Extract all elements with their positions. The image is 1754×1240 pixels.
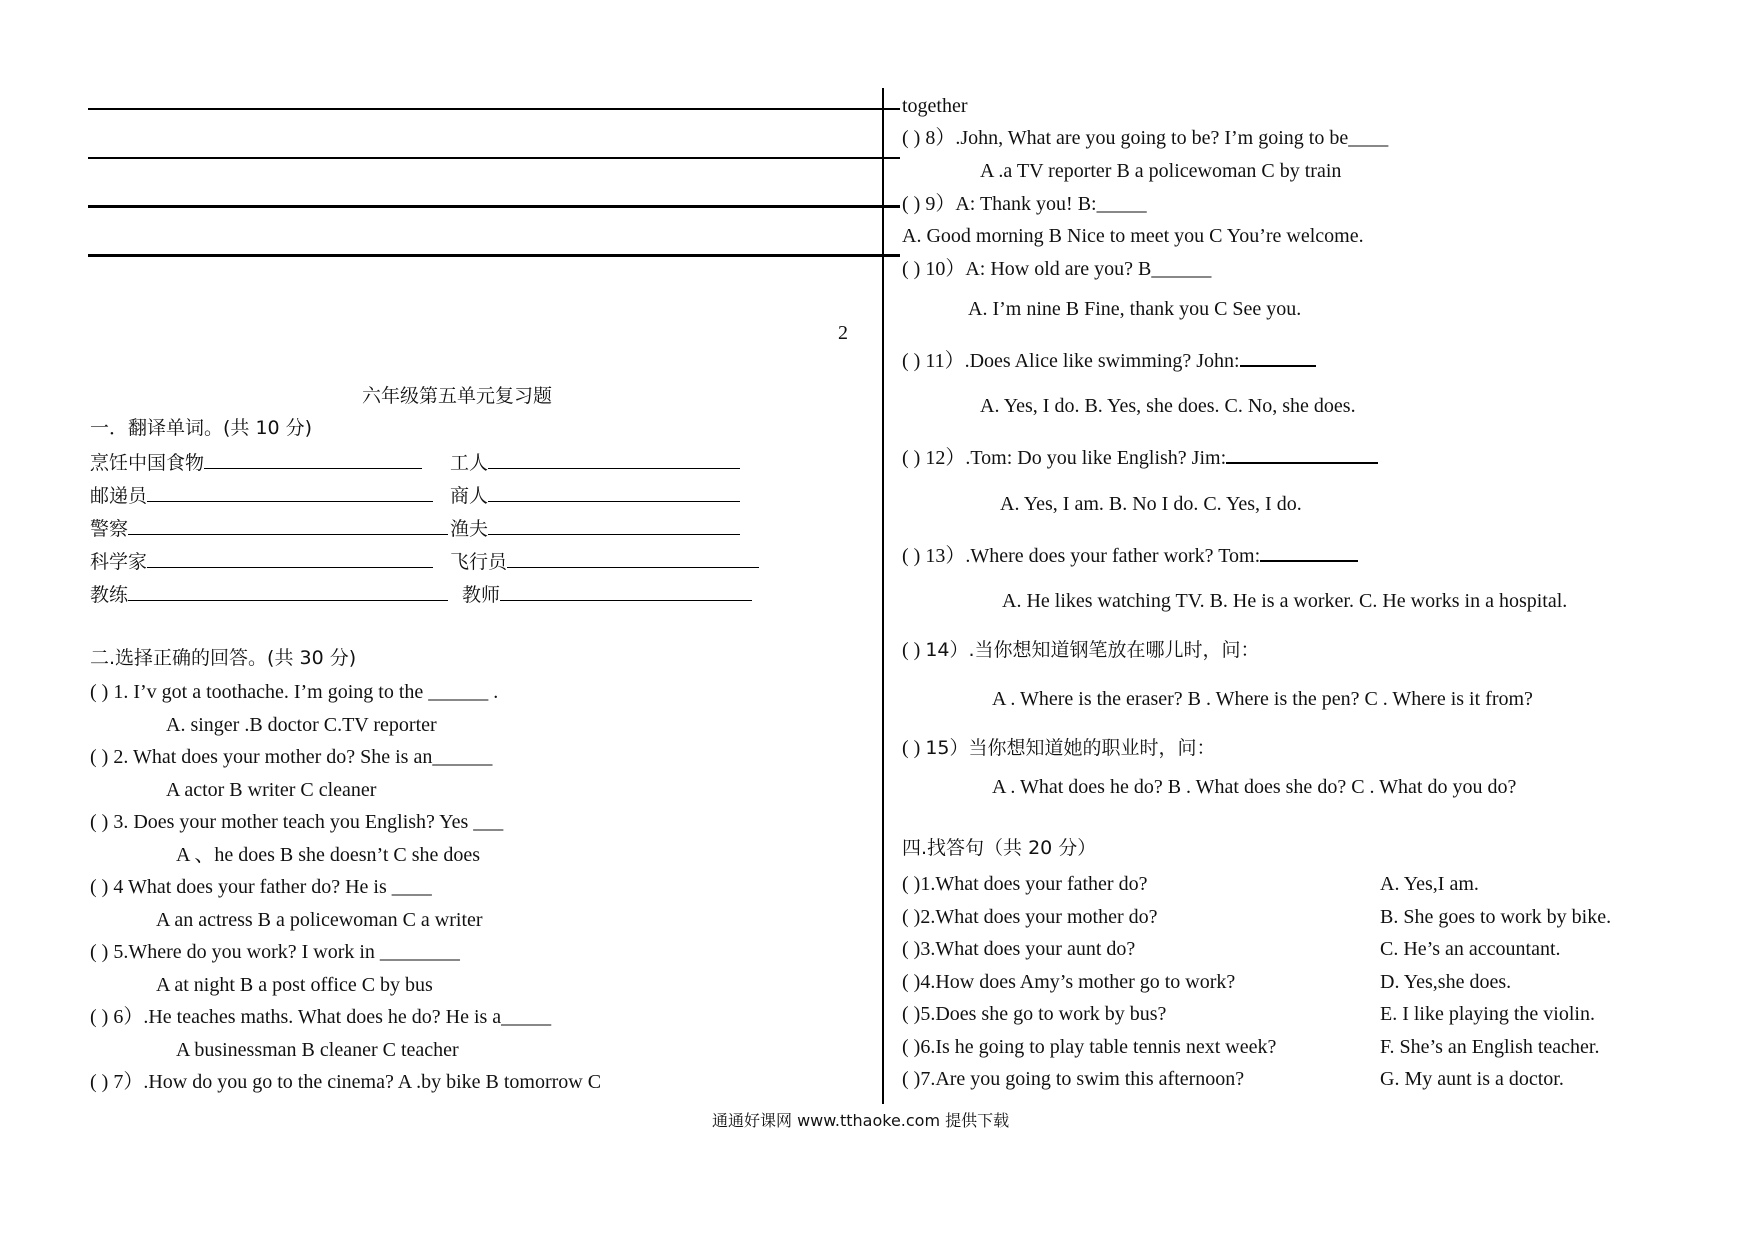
question-row [90, 941, 460, 964]
question-row [902, 193, 1147, 216]
answer-paren[interactable]: ( ) [902, 350, 921, 372]
answer-blank[interactable] [1260, 542, 1358, 562]
word-row [90, 549, 433, 574]
answer-paren[interactable]: ( ) [90, 876, 109, 898]
question-text: 14）.当你想知道钢笔放在哪儿时，问： [925, 639, 1260, 661]
word-label: 邮递员 [90, 485, 148, 507]
options-row: A. singer .B doctor C.TV reporter [166, 714, 437, 736]
question-text: 15）当你想知道她的职业时，问： [925, 737, 1216, 759]
answer-blank[interactable] [147, 549, 433, 568]
page-number: 2 [838, 322, 848, 344]
word-row [90, 582, 448, 607]
options-row: A. Good morning B Nice to meet you C You’re welcome. [902, 225, 1364, 247]
answer-line-1 [88, 108, 900, 110]
word-label: 商人 [450, 485, 489, 507]
question-text: 8）.John, What are you going to be? I’m going to be____ [925, 127, 1389, 149]
answer-paren[interactable]: ( ) [90, 681, 109, 703]
match-question: ( )3.What does your aunt do? [902, 938, 1136, 960]
question-text: 13）.Where does your father work? Tom: [925, 545, 1261, 567]
column-divider [882, 88, 884, 1104]
answer-blank[interactable] [1240, 347, 1316, 367]
options-row: A businessman B cleaner C teacher [176, 1039, 459, 1061]
match-answer: E. I like playing the violin. [1380, 1003, 1595, 1025]
word-label: 科学家 [90, 551, 148, 573]
word-row [90, 483, 433, 508]
page-title: 六年级第五单元复习题 [362, 385, 553, 407]
answer-paren[interactable]: ( ) [902, 193, 921, 215]
word-label: 飞行员 [450, 551, 508, 573]
answer-paren[interactable]: ( ) [902, 545, 921, 567]
question-row [902, 542, 1358, 568]
options-row: A 、he does B she doesn’t C she does [176, 844, 481, 866]
question-row [90, 811, 503, 834]
answer-blank[interactable] [204, 450, 422, 469]
match-question: ( )7.Are you going to swim this afternoon? [902, 1068, 1245, 1090]
match-question: ( )1.What does your father do? [902, 873, 1148, 895]
answer-blank[interactable] [488, 516, 740, 535]
options-row: A . What does he do? B . What does she do? C . What do you do? [992, 776, 1517, 798]
question-text: 6）.He teaches maths. What does he do? He is a_____ [113, 1006, 552, 1028]
match-answer: F. She’s an English teacher. [1380, 1036, 1600, 1058]
word-row [450, 549, 759, 574]
options-row: A. Yes, I am. B. No I do. C. Yes, I do. [1000, 493, 1302, 515]
answer-paren[interactable]: ( ) [902, 127, 921, 149]
answer-paren[interactable]: ( ) [902, 639, 921, 661]
options-row: A . Where is the eraser? B . Where is the pen? C . Where is it from? [992, 688, 1533, 710]
question-text: 1. I’v got a toothache. I’m going to the ______ . [113, 681, 499, 703]
word-row [462, 582, 752, 607]
section4-heading: 四.找答句（共 20 分） [902, 837, 1097, 859]
answer-line-2 [88, 157, 900, 159]
question-row [902, 639, 1260, 662]
match-question: ( )5.Does she go to work by bus? [902, 1003, 1167, 1025]
options-row: A. He likes watching TV. B. He is a worker. C. He works in a hospital. [1002, 590, 1568, 612]
section1-heading: 一．翻译单词。(共 10 分) [90, 417, 313, 439]
options-row: A actor B writer C cleaner [166, 779, 377, 801]
match-answer: C. He’s an accountant. [1380, 938, 1561, 960]
question-text: 3. Does your mother teach you English? Yes ___ [113, 811, 504, 833]
options-row: A. Yes, I do. B. Yes, she does. C. No, she does. [980, 395, 1356, 417]
footer-credit: 通通好课网 www.tthaoke.com 提供下载 [712, 1111, 1010, 1130]
question-row [90, 746, 492, 769]
question-row [90, 876, 432, 899]
answer-paren[interactable]: ( ) [902, 447, 921, 469]
answer-blank[interactable] [1226, 444, 1378, 464]
question-text: 2. What does your mother do? She is an______ [113, 746, 493, 768]
answer-line-3 [88, 205, 900, 208]
word-label: 渔夫 [450, 518, 489, 540]
question-row [90, 1071, 601, 1094]
word-row [450, 450, 740, 475]
word-label: 警察 [90, 518, 129, 540]
match-answer: G. My aunt is a doctor. [1380, 1068, 1564, 1090]
question-text: 7）.How do you go to the cinema? A .by bike B tomorrow C [113, 1071, 602, 1093]
question-text: 12）.Tom: Do you like English? Jim: [925, 447, 1227, 469]
question-row [90, 681, 498, 704]
answer-paren[interactable]: ( ) [90, 941, 109, 963]
question-text: 4 What does your father do? He is ____ [113, 876, 432, 898]
answer-blank[interactable] [147, 483, 433, 502]
answer-paren[interactable]: ( ) [90, 1071, 109, 1093]
match-answer: B. She goes to work by bike. [1380, 906, 1612, 928]
match-answer: A. Yes,I am. [1380, 873, 1479, 895]
answer-paren[interactable]: ( ) [90, 811, 109, 833]
word-label: 烹饪中国食物 [90, 452, 205, 474]
word-row [90, 450, 422, 475]
question-row [902, 127, 1388, 150]
answer-blank[interactable] [500, 582, 752, 601]
match-answer: D. Yes,she does. [1380, 971, 1512, 993]
answer-blank[interactable] [507, 549, 759, 568]
options-row: A at night B a post office C by bus [156, 974, 433, 996]
question-row [902, 737, 1216, 760]
word-label: 教师 [462, 584, 501, 606]
word-row [90, 516, 448, 541]
answer-line-4 [88, 254, 900, 257]
answer-blank[interactable] [488, 483, 740, 502]
section2-heading: 二.选择正确的回答。(共 30 分) [90, 647, 357, 669]
question-row [902, 347, 1316, 373]
question-continuation: together [902, 95, 968, 117]
question-text: 5.Where do you work? I work in ________ [113, 941, 460, 963]
options-row: A .a TV reporter B a policewoman C by train [980, 160, 1342, 182]
answer-blank[interactable] [488, 450, 740, 469]
word-label: 工人 [450, 452, 489, 474]
match-question: ( )6.Is he going to play table tennis next week? [902, 1036, 1277, 1058]
question-text: 9）A: Thank you! B:_____ [925, 193, 1147, 215]
match-question: ( )4.How does Amy’s mother go to work? [902, 971, 1236, 993]
answer-blank[interactable] [128, 516, 448, 535]
word-label: 教练 [90, 584, 129, 606]
word-row [450, 483, 740, 508]
question-row [902, 258, 1211, 281]
match-question: ( )2.What does your mother do? [902, 906, 1158, 928]
answer-paren[interactable]: ( ) [902, 737, 921, 759]
question-text: 11）.Does Alice like swimming? John: [925, 350, 1240, 372]
answer-paren[interactable]: ( ) [902, 258, 921, 280]
options-row: A. I’m nine B Fine, thank you C See you. [968, 298, 1302, 320]
question-text: 10）A: How old are you? B______ [925, 258, 1212, 280]
answer-blank[interactable] [128, 582, 448, 601]
answer-paren[interactable]: ( ) [90, 746, 109, 768]
question-row [90, 1006, 551, 1029]
question-row [902, 444, 1378, 470]
answer-paren[interactable]: ( ) [90, 1006, 109, 1028]
options-row: A an actress B a policewoman C a writer [156, 909, 483, 931]
word-row [450, 516, 740, 541]
